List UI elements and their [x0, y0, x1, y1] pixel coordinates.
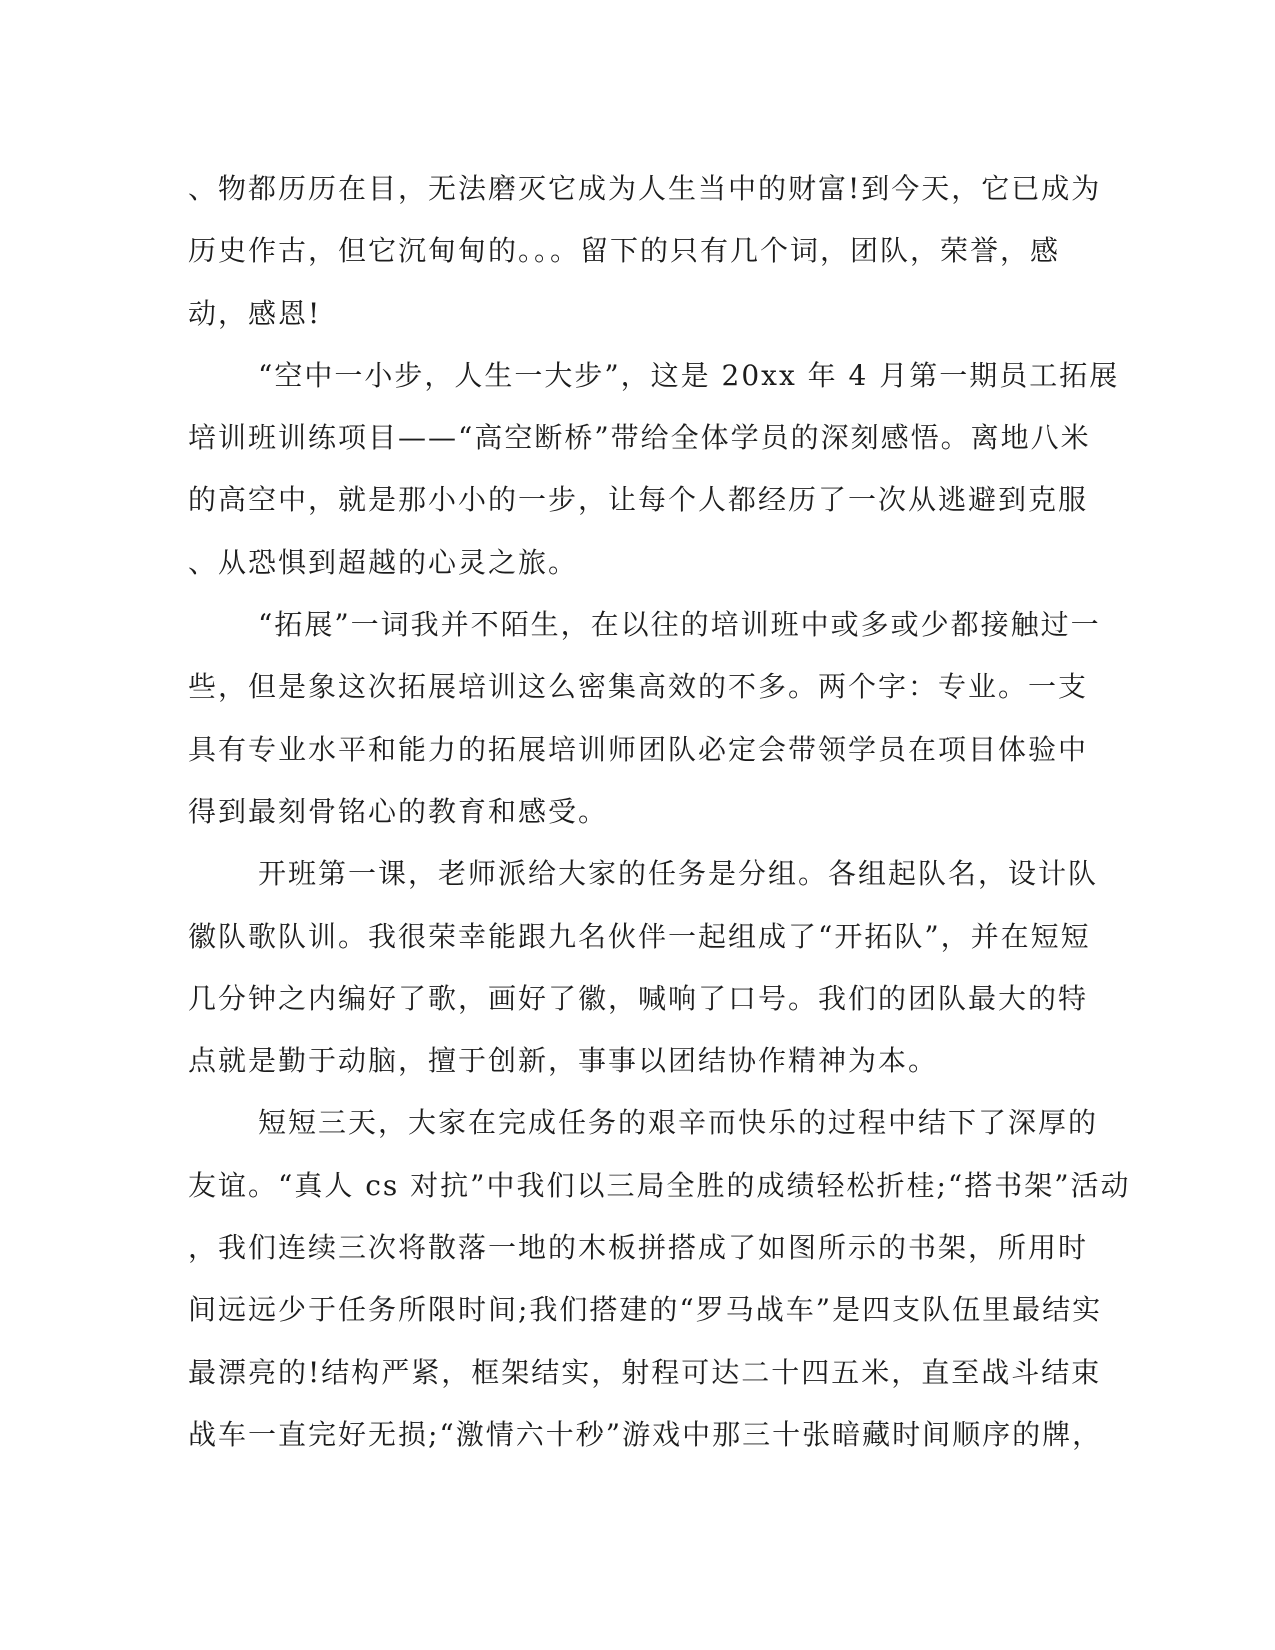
text-line: 战车一直完好无损;“激情六十秒”游戏中那三十张暗藏时间顺序的牌， — [188, 1417, 1103, 1451]
paragraph-first-line: 短短三天，大家在完成任务的艰辛而快乐的过程中结下了深厚的 — [258, 1106, 1099, 1140]
text-line: 、物都历历在目，无法磨灭它成为人生当中的财富!到今天，它已成为 — [188, 172, 1102, 205]
text-line: 的高空中，就是那小小的一步，让每个人都经历了一次从逃避到克服 — [188, 483, 1089, 517]
text-line: 历史作古，但它沉甸甸的。。。留下的只有几个词，团队，荣誉，感 — [188, 234, 1061, 268]
text-line: ，我们连续三次将散落一地的木板拼搭成了如图所示的书架，所用时 — [188, 1231, 1089, 1265]
text-line: 、从恐惧到超越的心灵之旅。 — [188, 545, 579, 579]
paragraph-first-line: “拓展”一词我并不陌生，在以往的培训班中或多或少都接触过一 — [258, 608, 1101, 642]
paragraph-first-line: “空中一小步，人生一大步”，这是 20xx 年 4 月第一期员工拓展 — [258, 358, 1120, 392]
text-line: 友谊。“真人 cs 对抗”中我们以三局全胜的成绩轻松折桂;“搭书架”活动 — [188, 1168, 1131, 1202]
document-body — [188, 158, 1131, 1466]
text-line: 些，但是象这次拓展培训这么密集高效的不多。两个字：专业。一支 — [188, 670, 1089, 704]
text-line: 培训班训练项目——“高空断桥”带给全体学员的深刻感悟。离地八米 — [188, 421, 1091, 455]
text-line: 最漂亮的!结构严紧，框架结实，射程可达二十四五米，直至战斗结束 — [188, 1355, 1102, 1389]
text-line: 具有专业水平和能力的拓展培训师团队必定会带领学员在项目体验中 — [188, 732, 1089, 766]
text-line: 几分钟之内编好了歌，画好了徽，喊响了口号。我们的团队最大的特 — [188, 981, 1089, 1015]
text-line: 徽队歌队训。我很荣幸能跟九名伙伴一起组成了“开拓队”，并在短短 — [188, 919, 1091, 953]
paragraph-first-line: 开班第一课，老师派给大家的任务是分组。各组起队名，设计队 — [258, 857, 1099, 891]
text-line: 点就是勤于动脑，擅于创新，事事以团结协作精神为本。 — [188, 1044, 939, 1078]
text-line: 动，感恩! — [188, 296, 322, 330]
text-line: 间远远少于任务所限时间;我们搭建的“罗马战车”是四支队伍里最结实 — [188, 1293, 1103, 1327]
text-line: 得到最刻骨铭心的教育和感受。 — [188, 794, 609, 828]
